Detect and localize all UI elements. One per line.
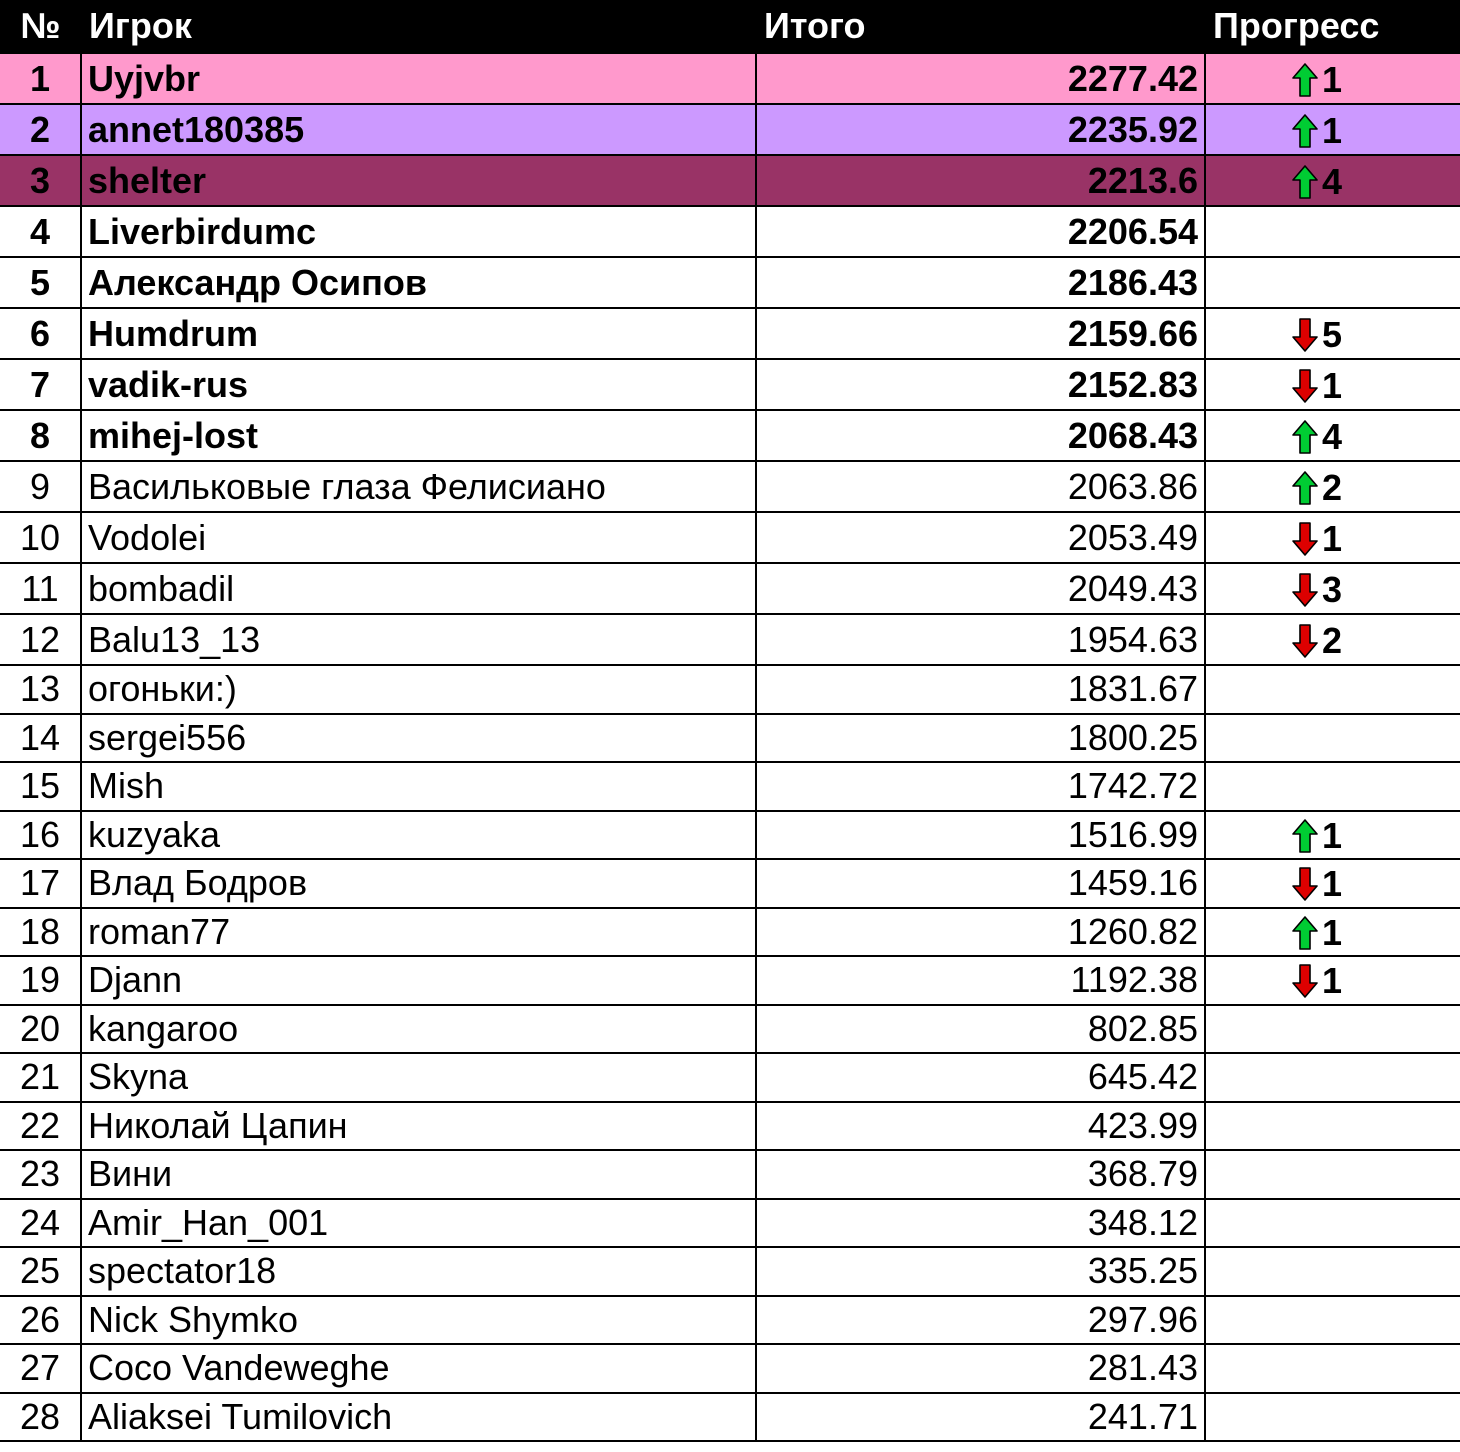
total-score-cell: 802.85 [756,1005,1205,1054]
progress-cell [1205,1150,1460,1199]
progress-cell [1205,563,1460,614]
total-score-cell: 1954.63 [756,614,1205,665]
rank-cell: 22 [0,1102,81,1151]
progress-change-value: 1 [1322,960,1343,1002]
table-row [0,563,1460,614]
progress-cell [1205,461,1460,512]
table-row [0,714,1460,763]
progress-cell [1205,53,1460,104]
table-row [0,206,1460,257]
total-score-cell: 2068.43 [756,410,1205,461]
progress-change-value: 1 [1322,911,1343,953]
progress-cell [1205,714,1460,763]
progress-change-value: 1 [1322,58,1343,100]
arrow-down-icon [1292,369,1318,403]
total-score-cell: 1742.72 [756,762,1205,811]
player-name-cell: Coco Vandeweghe [81,1344,756,1393]
progress-change-value: 1 [1322,863,1343,905]
progress-cell [1205,257,1460,308]
progress-cell [1205,1247,1460,1296]
header-player: Игрок [89,5,192,46]
arrow-up-icon [1292,819,1318,853]
player-name-cell: shelter [81,155,756,206]
progress-change-value: 1 [1322,109,1343,151]
progress-cell [1205,614,1460,665]
rank-cell: 15 [0,762,81,811]
progress-cell [1205,1393,1460,1442]
rank-cell: 18 [0,908,81,957]
player-name-cell: bombadil [81,563,756,614]
player-name-cell: Влад Бодров [81,859,756,908]
total-score-cell: 368.79 [756,1150,1205,1199]
table-row [0,811,1460,860]
table-row [0,1344,1460,1393]
total-score-cell: 1831.67 [756,665,1205,714]
player-name-cell: Humdrum [81,308,756,359]
table-row [0,1150,1460,1199]
player-name-cell: Вини [81,1150,756,1199]
arrow-up-icon [1292,420,1318,454]
player-name-cell: roman77 [81,908,756,957]
total-score-cell: 645.42 [756,1053,1205,1102]
progress-cell [1205,155,1460,206]
rank-cell: 16 [0,811,81,860]
header-total: Итого [764,5,866,46]
player-name-cell: Александр Осипов [81,257,756,308]
progress-change-value: 4 [1322,160,1343,202]
standings-body [0,53,1460,1441]
player-name-cell: Николай Цапин [81,1102,756,1151]
table-row [0,614,1460,665]
arrow-up-icon [1292,114,1318,148]
rank-cell: 25 [0,1247,81,1296]
total-score-cell: 2186.43 [756,257,1205,308]
rank-cell: 14 [0,714,81,763]
total-score-cell: 297.96 [756,1296,1205,1345]
arrow-up-icon [1292,63,1318,97]
progress-cell [1205,308,1460,359]
rank-cell: 7 [0,359,81,410]
rank-cell: 5 [0,257,81,308]
player-name-cell: Liverbirdumc [81,206,756,257]
table-row [0,1102,1460,1151]
arrow-down-icon [1292,522,1318,556]
header-progress: Прогресс [1213,5,1380,46]
rank-cell: 26 [0,1296,81,1345]
player-name-cell: Mish [81,762,756,811]
progress-cell [1205,1199,1460,1248]
progress-change-value: 5 [1322,313,1343,355]
total-score-cell: 2053.49 [756,512,1205,563]
table-row [0,359,1460,410]
arrow-down-icon [1292,318,1318,352]
arrow-down-icon [1292,867,1318,901]
table-row [0,512,1460,563]
rank-cell: 28 [0,1393,81,1442]
player-name-cell: Vodolei [81,512,756,563]
total-score-cell: 1516.99 [756,811,1205,860]
table-row [0,762,1460,811]
player-name-cell: Uyjvbr [81,53,756,104]
total-score-cell: 1260.82 [756,908,1205,957]
progress-change-value: 1 [1322,814,1343,856]
table-row [0,1296,1460,1345]
rank-cell: 23 [0,1150,81,1199]
player-name-cell: kangaroo [81,1005,756,1054]
total-score-cell: 423.99 [756,1102,1205,1151]
player-name-cell: Amir_Han_001 [81,1199,756,1248]
progress-cell [1205,908,1460,957]
table-row [0,1053,1460,1102]
table-row [0,53,1460,104]
header-rank: № [20,5,61,46]
progress-cell [1205,206,1460,257]
total-score-cell: 241.71 [756,1393,1205,1442]
progress-change-value: 1 [1322,364,1343,406]
table-row [0,908,1460,957]
total-score-cell: 2277.42 [756,53,1205,104]
table-row [0,665,1460,714]
progress-cell [1205,104,1460,155]
total-score-cell: 2213.6 [756,155,1205,206]
player-name-cell: Djann [81,956,756,1005]
table-row [0,1247,1460,1296]
table-row [0,461,1460,512]
progress-cell [1205,665,1460,714]
header-row [0,0,1460,53]
table-row [0,1199,1460,1248]
progress-cell [1205,859,1460,908]
table-row [0,1393,1460,1442]
total-score-cell: 2063.86 [756,461,1205,512]
arrow-up-icon [1292,165,1318,199]
player-name-cell: annet180385 [81,104,756,155]
rank-cell: 13 [0,665,81,714]
progress-change-value: 2 [1322,619,1343,661]
total-score-cell: 2235.92 [756,104,1205,155]
progress-cell [1205,410,1460,461]
progress-change-value: 3 [1322,568,1343,610]
table-row [0,104,1460,155]
rank-cell: 2 [0,104,81,155]
progress-cell [1205,1296,1460,1345]
player-name-cell: Balu13_13 [81,614,756,665]
progress-cell [1205,1053,1460,1102]
rank-cell: 12 [0,614,81,665]
rank-cell: 21 [0,1053,81,1102]
rank-cell: 6 [0,308,81,359]
player-name-cell: vadik-rus [81,359,756,410]
player-name-cell: spectator18 [81,1247,756,1296]
rank-cell: 9 [0,461,81,512]
table-row [0,956,1460,1005]
rank-cell: 19 [0,956,81,1005]
player-name-cell: Nick Shymko [81,1296,756,1345]
arrow-up-icon [1292,916,1318,950]
rank-cell: 8 [0,410,81,461]
total-score-cell: 281.43 [756,1344,1205,1393]
progress-cell [1205,811,1460,860]
table-row [0,257,1460,308]
progress-cell [1205,512,1460,563]
table-row [0,155,1460,206]
rank-cell: 20 [0,1005,81,1054]
progress-cell [1205,956,1460,1005]
arrow-up-icon [1292,471,1318,505]
player-name-cell: kuzyaka [81,811,756,860]
player-name-cell: sergei556 [81,714,756,763]
arrow-down-icon [1292,573,1318,607]
player-name-cell: Aliaksei Tumilovich [81,1393,756,1442]
total-score-cell: 2152.83 [756,359,1205,410]
progress-cell [1205,1102,1460,1151]
progress-cell [1205,359,1460,410]
rank-cell: 1 [0,53,81,104]
rank-cell: 3 [0,155,81,206]
rank-cell: 27 [0,1344,81,1393]
progress-cell [1205,1344,1460,1393]
progress-change-value: 4 [1322,415,1343,457]
arrow-down-icon [1292,624,1318,658]
total-score-cell: 2159.66 [756,308,1205,359]
table-row [0,859,1460,908]
total-score-cell: 348.12 [756,1199,1205,1248]
table-row [0,308,1460,359]
rank-cell: 11 [0,563,81,614]
player-name-cell: огоньки:) [81,665,756,714]
total-score-cell: 1192.38 [756,956,1205,1005]
rank-cell: 24 [0,1199,81,1248]
progress-change-value: 1 [1322,517,1343,559]
total-score-cell: 2206.54 [756,206,1205,257]
table-row [0,410,1460,461]
rank-cell: 10 [0,512,81,563]
rank-cell: 4 [0,206,81,257]
total-score-cell: 335.25 [756,1247,1205,1296]
total-score-cell: 1800.25 [756,714,1205,763]
player-name-cell: Skyna [81,1053,756,1102]
progress-cell [1205,1005,1460,1054]
total-score-cell: 2049.43 [756,563,1205,614]
player-name-cell: Васильковые глаза Фелисиано [81,461,756,512]
progress-change-value: 2 [1322,466,1343,508]
table-row [0,1005,1460,1054]
progress-cell [1205,762,1460,811]
arrow-down-icon [1292,964,1318,998]
total-score-cell: 1459.16 [756,859,1205,908]
player-name-cell: mihej-lost [81,410,756,461]
rank-cell: 17 [0,859,81,908]
